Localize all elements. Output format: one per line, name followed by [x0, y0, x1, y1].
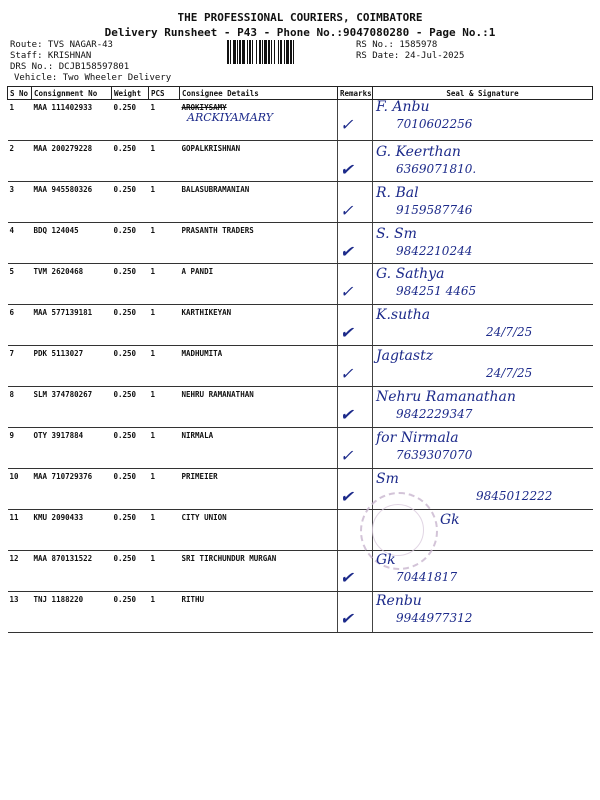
cell-pcs: 1 [149, 346, 180, 387]
cell-sno: 10 [8, 469, 32, 510]
cell-pcs: 1 [149, 551, 180, 592]
col-header-signature: Seal & Signature [373, 87, 593, 100]
cell-weight: 0.250 [112, 141, 149, 182]
cell-sno: 2 [8, 141, 32, 182]
cell-consignee: MADHUMITA [180, 346, 338, 387]
cell-consignment: OTY 3917884 [32, 428, 112, 469]
signature-handwriting: K.sutha [376, 307, 431, 323]
delivery-tick-mark: ✔ [340, 487, 354, 506]
barcode-image [227, 40, 349, 64]
cell-sno: 12 [8, 551, 32, 592]
cell-consignment: TVM 2620468 [32, 264, 112, 305]
cell-sno: 6 [8, 305, 32, 346]
cell-consignment: MAA 945580326 [32, 182, 112, 223]
cell-weight: 0.250 [112, 469, 149, 510]
delivery-tick-mark: ✔ [340, 242, 354, 261]
col-header-remarks: Remarks [338, 87, 373, 100]
cell-sno: 8 [8, 387, 32, 428]
cell-pcs: 1 [149, 428, 180, 469]
cell-consignment: BDQ 124045 [32, 223, 112, 264]
table-row [8, 141, 593, 182]
cell-weight: 0.250 [112, 182, 149, 223]
table-header-row [8, 87, 593, 100]
cell-consignee: NIRMALA [180, 428, 338, 469]
signature-handwriting: for Nirmala [376, 430, 459, 446]
signature-phone-number: 24/7/25 [486, 325, 533, 339]
delivery-tick-mark: ✔ [340, 323, 354, 342]
cell-sno: 3 [8, 182, 32, 223]
delivery-tick-mark: ✓ [340, 364, 354, 383]
cell-consignee: PRIMEIER [180, 469, 338, 510]
table-row [8, 592, 593, 633]
company-title: THE PROFESSIONAL COURIERS, COIMBATORE [177, 11, 423, 24]
signature-phone-number: 70441817 [396, 570, 458, 584]
cell-weight: 0.250 [112, 551, 149, 592]
delivery-tick-mark: ✓ [340, 115, 354, 134]
cell-consignment: PDK 5113027 [32, 346, 112, 387]
staff-label: Staff: KRISHNAN [10, 51, 92, 61]
signature-handwriting: S. Sm [376, 226, 417, 242]
delivery-tick-mark: ✔ [340, 405, 354, 424]
signature-handwriting: Sm [376, 471, 399, 487]
cell-pcs: 1 [149, 100, 180, 141]
vehicle-label: Vehicle: Two Wheeler Delivery [14, 73, 172, 83]
cell-consignee: SRI TIRCHUNDUR MURGAN [180, 551, 338, 592]
signature-phone-number: 9842229347 [396, 407, 473, 421]
signature-handwriting: Gk [376, 552, 396, 568]
cell-consignee: RITHU [180, 592, 338, 633]
cell-pcs: 1 [149, 264, 180, 305]
signature-handwriting: Renbu [376, 593, 422, 609]
runsheet-table [7, 86, 593, 633]
signature-phone-number: 9842210244 [396, 244, 473, 258]
signature-phone-number: 9845012222 [476, 489, 553, 503]
cell-pcs: 1 [149, 223, 180, 264]
cell-sno: 11 [8, 510, 32, 551]
signature-handwriting: R. Bal [376, 185, 419, 201]
cell-weight: 0.250 [112, 592, 149, 633]
cell-sno: 13 [8, 592, 32, 633]
signature-handwriting: Nehru Ramanathan [376, 389, 516, 405]
signature-phone-number: 7639307070 [396, 448, 473, 462]
cell-consignment: MAA 200279228 [32, 141, 112, 182]
signature-phone-number: 984251 4465 [396, 284, 477, 298]
cell-weight: 0.250 [112, 510, 149, 551]
signature-handwriting: G. Keerthan [376, 144, 461, 160]
delivery-tick-mark: ✔ [340, 568, 354, 587]
cell-consignment: MAA 577139181 [32, 305, 112, 346]
signature-phone-number: 9944977312 [396, 611, 473, 625]
cell-consignment: KMU 2090433 [32, 510, 112, 551]
cell-consignee: PRASANTH TRADERS [180, 223, 338, 264]
delivery-tick-mark: ✔ [340, 160, 354, 179]
rs-number: RS No.: 1585978 [356, 40, 438, 50]
cell-pcs: 1 [149, 387, 180, 428]
col-header-consignee: Consignee Details [180, 87, 338, 100]
cell-pcs: 1 [149, 592, 180, 633]
cell-pcs: 1 [149, 141, 180, 182]
signature-handwriting: Jagtastz [376, 348, 434, 364]
cell-weight: 0.250 [112, 264, 149, 305]
signature-handwriting: F. Anbu [376, 99, 430, 115]
rs-date: RS Date: 24-Jul-2025 [356, 51, 465, 61]
signature-handwriting: Gk [440, 512, 460, 528]
col-header-weight: Weight [112, 87, 149, 100]
cell-consignee: CITY UNION [180, 510, 338, 551]
signature-phone-number: 7010602256 [396, 117, 473, 131]
table-row [8, 551, 593, 592]
cell-sno: 7 [8, 346, 32, 387]
runsheet-subtitle: Delivery Runsheet - P43 - Phone No.:9047080280 - Page No.:1 [104, 26, 496, 39]
cell-weight: 0.250 [112, 100, 149, 141]
cell-sno: 4 [8, 223, 32, 264]
table-row [8, 100, 593, 141]
cell-pcs: 1 [149, 469, 180, 510]
col-header-sno: S No [8, 87, 32, 100]
delivery-tick-mark: ✔ [340, 609, 354, 628]
signature-phone-number: 9159587746 [396, 203, 473, 217]
cell-consignee: AROKIYSAMY [180, 100, 338, 141]
col-header-consignment: Consignment No [32, 87, 112, 100]
cell-consignee: A PANDI [180, 264, 338, 305]
cell-consignment: MAA 710729376 [32, 469, 112, 510]
cell-weight: 0.250 [112, 223, 149, 264]
table-row [8, 182, 593, 223]
cell-weight: 0.250 [112, 428, 149, 469]
cell-consignee: KARTHIKEYAN [180, 305, 338, 346]
cell-sno: 1 [8, 100, 32, 141]
signature-phone-number: 24/7/25 [486, 366, 533, 380]
signature-handwriting: G. Sathya [376, 266, 445, 282]
signature-phone-number: 6369071810. [396, 162, 477, 176]
delivery-tick-mark: ✓ [340, 446, 354, 465]
cell-sno: 5 [8, 264, 32, 305]
cell-weight: 0.250 [112, 305, 149, 346]
cell-consignment: SLM 374780267 [32, 387, 112, 428]
drs-number: DRS No.: DCJB158597801 [10, 62, 130, 72]
cell-consignee: GOPALKRISHNAN [180, 141, 338, 182]
cell-sno: 9 [8, 428, 32, 469]
table-row [8, 223, 593, 264]
col-header-pcs: PCS [149, 87, 180, 100]
table-row [8, 510, 593, 551]
cell-consignment: TNJ 1188220 [32, 592, 112, 633]
route-label: Route: TVS NAGAR-43 [10, 40, 113, 50]
table-row [8, 264, 593, 305]
handwritten-consignee-name: ARCKIYAMARY [187, 111, 273, 124]
cell-consignee: BALASUBRAMANIAN [180, 182, 338, 223]
delivery-tick-mark: ✓ [340, 282, 354, 301]
cell-weight: 0.250 [112, 346, 149, 387]
cell-pcs: 1 [149, 305, 180, 346]
table-row [8, 428, 593, 469]
seal-stamp-inner [372, 504, 424, 556]
delivery-tick-mark: ✓ [340, 201, 354, 220]
cell-pcs: 1 [149, 510, 180, 551]
cell-consignment: MAA 111402933 [32, 100, 112, 141]
cell-consignment: MAA 870131522 [32, 551, 112, 592]
cell-weight: 0.250 [112, 387, 149, 428]
cell-pcs: 1 [149, 182, 180, 223]
cell-consignee: NEHRU RAMANATHAN [180, 387, 338, 428]
